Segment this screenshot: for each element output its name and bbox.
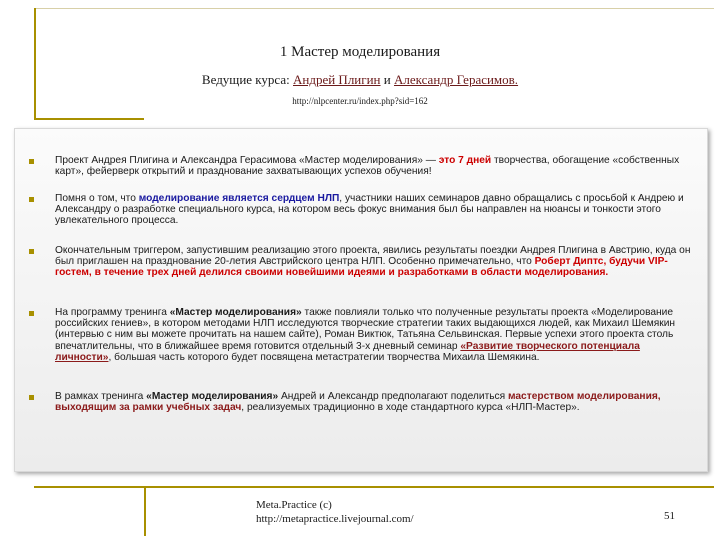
bullet-text: Андрей и Александр предполагают поделиться (278, 391, 508, 402)
bullet-text: творчества, обогащение «собственных карт», фейерверк открытий и празднование захватывающих успехов обучения! (55, 155, 680, 178)
bullet-icon (29, 197, 34, 202)
course-leaders (0, 72, 720, 88)
page-number: 51 (664, 510, 675, 522)
bullet-text: также повлияли только что полученные результаты проекта «Моделирование российских гениев», в котором методами НЛП исследуются творческие стратегии таких выдающихся людей, как Михаил Шемякин (интервью с ним вы можете прочитать на нашем сайте), Роман Виктюк, Татьяна Сельвинская. Первые успехи этого проекта столь впечатлительны, что в ближайшее время готовится отдельный 3-х дневный семинар (55, 307, 676, 352)
leaders-prefix: Ведущие курса: (201, 72, 290, 87)
footer-accent-rule (144, 486, 146, 536)
leader-link-pligin[interactable]: Андрей Плигин (293, 72, 381, 87)
bullet-text: В рамках тренинга (55, 391, 147, 402)
bullet-text: , участники наших семинаров давно обращались с просьбой к Андрею и Александру о разработке специального курса, на котором весь фокус внимания был бы направлен на нюансы и тонкости этого увлекательного процесса. (55, 193, 684, 227)
highlight-text: это 7 дней (438, 155, 492, 166)
header-accent-rule (34, 118, 144, 120)
footer-rule (34, 486, 714, 488)
footer-copyright: Meta.Practice (c) (256, 499, 332, 511)
seminar-link[interactable]: «Развитие творческого потенциала личности» (55, 340, 640, 363)
bullet-text: Помня о том, что (55, 193, 139, 204)
top-rule (34, 8, 714, 9)
highlight-text: моделирование является сердцем НЛП (138, 193, 340, 204)
slide-title: 1 Мастер моделирования (279, 44, 441, 60)
content-panel (14, 128, 708, 472)
bullet-text: , реализуемых традиционно в ходе стандартного курса «НЛП-Мастер». (241, 402, 580, 414)
bullet-icon (29, 311, 34, 316)
bullet-icon (29, 395, 34, 400)
course-name-bold: «Мастер моделирования» (169, 307, 302, 318)
highlight-text: мастерством моделирования, выходящим за рамки учебных задач (55, 391, 661, 414)
highlight-text: Роберт Диптс, будучи VIP-гостем, в течение трех дней делился своими новейшими идеями и разработками в области моделирования. (55, 256, 668, 279)
bullet-text: Окончательным триггером, запустившим реализацию этого проекта, явились результаты поездки Андрея Плигина в Австрию, куда он был приглашен на празднование 20-летия Австрийского центра НЛП. Особенно примечательно, что (55, 245, 691, 268)
bullet-text: На программу тренинга (55, 307, 170, 318)
leader-link-gerasimov[interactable]: Александр Герасимов. (393, 72, 519, 87)
course-name-bold: «Мастер моделирования» (146, 391, 279, 402)
leaders-and: и (383, 72, 391, 87)
bullet-text: Проект Андрея Плигина и Александра Герасимова «Мастер моделирования» — (55, 155, 439, 166)
source-url[interactable]: http://nlpcenter.ru/index.php?sid=162 (292, 96, 428, 106)
bullet-icon (29, 159, 34, 164)
footer-url[interactable]: http://metapractice.livejournal.com/ (256, 513, 414, 525)
bullet-icon (29, 249, 34, 254)
bullet-text: , большая часть которого будет посвящена метастратегии творчества Михаила Шемякина. (108, 351, 540, 363)
footer (256, 498, 414, 526)
